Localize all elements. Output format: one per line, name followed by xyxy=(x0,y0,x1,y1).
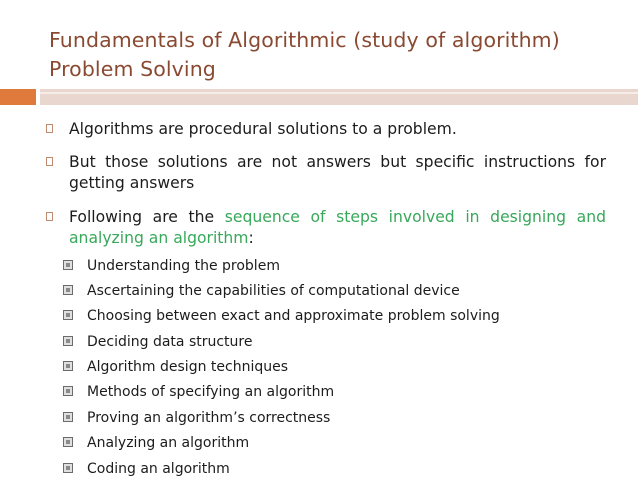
sub-bullet-square-icon xyxy=(63,336,73,346)
bullet-text: Algorithms are procedural solutions to a problem. xyxy=(69,120,457,138)
title-rule xyxy=(40,89,638,105)
title-rule-accent xyxy=(0,89,36,105)
step-text: Analyzing an algorithm xyxy=(87,435,250,452)
step-item xyxy=(46,282,606,301)
sub-bullet-square-icon xyxy=(63,437,73,447)
bullet-square-icon xyxy=(46,124,53,133)
step-text: Proving an algorithm’s correctness xyxy=(87,409,331,426)
step-text: Deciding data structure xyxy=(87,333,253,350)
step-item xyxy=(46,434,606,453)
sub-bullet-square-icon xyxy=(63,310,73,320)
step-item xyxy=(46,358,606,377)
bullet-text-after: : xyxy=(248,229,254,247)
slide-title: Fundamentals of Algorithmic (study of algorithm) Problem Solving xyxy=(49,28,560,81)
sub-bullet-square-icon xyxy=(63,260,73,270)
step-text: Choosing between exact and approximate problem solving xyxy=(87,308,500,325)
step-text: Algorithm design techniques xyxy=(87,359,289,376)
step-item xyxy=(46,257,606,276)
slide-body xyxy=(46,115,606,485)
bullet-procedural-solutions xyxy=(46,119,606,141)
sub-bullet-square-icon xyxy=(63,386,73,396)
sub-bullet-square-icon xyxy=(63,412,73,422)
step-item xyxy=(46,333,606,352)
step-text: Understanding the problem xyxy=(87,257,280,274)
bullet-specific-instructions xyxy=(46,152,606,195)
step-item xyxy=(46,383,606,402)
step-text: Ascertaining the capabilities of computational device xyxy=(87,282,460,299)
step-item xyxy=(46,460,606,479)
sub-bullet-square-icon xyxy=(63,361,73,371)
step-text: Methods of specifying an algorithm xyxy=(87,384,335,401)
bullet-square-icon xyxy=(46,212,53,221)
step-item xyxy=(46,409,606,428)
sub-bullet-square-icon xyxy=(63,463,73,473)
sub-bullet-square-icon xyxy=(63,285,73,295)
bullet-text-before: Following are the xyxy=(69,207,225,226)
bullet-sequence-of-steps xyxy=(46,207,606,250)
highlighted-phrase: sequence of steps involved in designing and analyzing an algorithm xyxy=(69,207,606,247)
step-item xyxy=(46,307,606,326)
steps-list xyxy=(46,257,606,479)
bullet-text: But those solutions are not answers but specific instructions for getting answers xyxy=(69,152,606,192)
step-text: Coding an algorithm xyxy=(87,460,230,477)
bullet-square-icon xyxy=(46,157,53,166)
